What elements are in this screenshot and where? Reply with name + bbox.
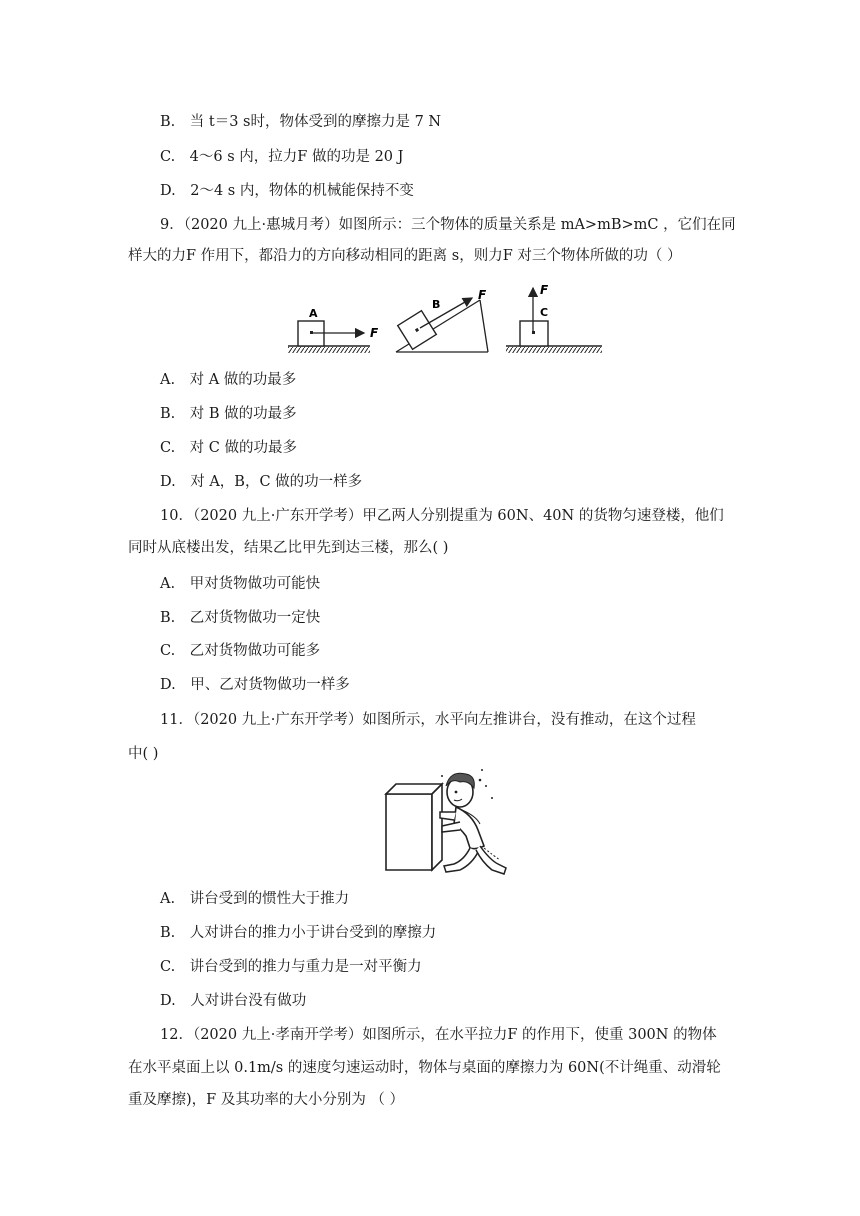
label-f-c: F xyxy=(540,283,549,297)
q12-stem-line2: 在水平桌面上以 0.1m/s 的速度匀速运动时，物体与桌面的摩擦力为 60N(不计绳重、动滑轮 xyxy=(128,1060,721,1076)
label-f-a: F xyxy=(370,326,379,340)
q8-option-b: B. 当 t＝3 s时，物体受到的摩擦力是 7 N xyxy=(160,114,442,130)
q8-option-d: D. 2～4 s 内，物体的机械能保持不变 xyxy=(160,183,414,199)
q10-option-a: A. 甲对货物做功可能快 xyxy=(160,576,321,592)
label-c: C xyxy=(540,306,549,319)
q11-stem-line1: 11．（2020 九上·广东开学考）如图所示，水平向左推讲台，没有推动，在这个过程 xyxy=(160,712,696,728)
q11-option-d: D. 人对讲台没有做功 xyxy=(160,993,307,1009)
q8-option-c: C. 4～6 s 内，拉力F 做的功是 20 J xyxy=(160,149,404,165)
q9-force-diagram xyxy=(284,282,606,358)
q10-option-d: D. 甲、乙对货物做功一样多 xyxy=(160,677,350,693)
q10-option-c: C. 乙对货物做功可能多 xyxy=(160,643,321,659)
q9-option-d: D. 对 A，B，C 做的功一样多 xyxy=(160,474,363,490)
q9-stem-line1: 9．（2020 九上·惠城月考）如图所示：三个物体的质量关系是 mA>mB>mC ，它们在同 xyxy=(160,217,736,233)
q10-stem-line1: 10．（2020 九上·广东开学考）甲乙两人分别提重为 60N、40N 的货物匀速登楼，他们 xyxy=(160,508,724,524)
label-a: A xyxy=(309,307,318,320)
q11-option-a: A. 讲台受到的惯性大于推力 xyxy=(160,891,350,907)
q10-option-b: B. 乙对货物做功一定快 xyxy=(160,610,321,626)
figure-c-block-on-ground xyxy=(506,283,602,353)
q9-option-b: B. 对 B 做的功最多 xyxy=(160,406,297,422)
q9-option-c: C. 对 C 做的功最多 xyxy=(160,440,297,456)
q12-stem-line3: 重及摩擦)，F 及其功率的大小分别为 （ ） xyxy=(128,1092,405,1108)
q12-stem-line1: 12．（2020 九上·孝南开学考）如图所示，在水平拉力F 的作用下，使重 300N 的物体 xyxy=(160,1027,717,1043)
q11-stem-line2: 中( ) xyxy=(128,746,159,762)
q11-option-c: C. 讲台受到的推力与重力是一对平衡力 xyxy=(160,959,422,975)
q9-option-a: A. 对 A 做的功最多 xyxy=(160,372,297,388)
figure-a-block-on-ground xyxy=(288,307,379,353)
q11-person-pushing-podium xyxy=(380,764,514,876)
label-f-b: F xyxy=(478,288,487,302)
figure-b-block-on-incline xyxy=(396,288,488,352)
q9-stem-line2: 样大的力F 作用下，都沿力的方向移动相同的距离 s，则力F 对三个物体所做的功（ ） xyxy=(128,248,682,264)
q10-stem-line2: 同时从底楼出发，结果乙比甲先到达三楼，那么( ) xyxy=(128,540,449,556)
label-b: B xyxy=(432,298,441,311)
q11-option-b: B. 人对讲台的推力小于讲台受到的摩擦力 xyxy=(160,925,437,941)
